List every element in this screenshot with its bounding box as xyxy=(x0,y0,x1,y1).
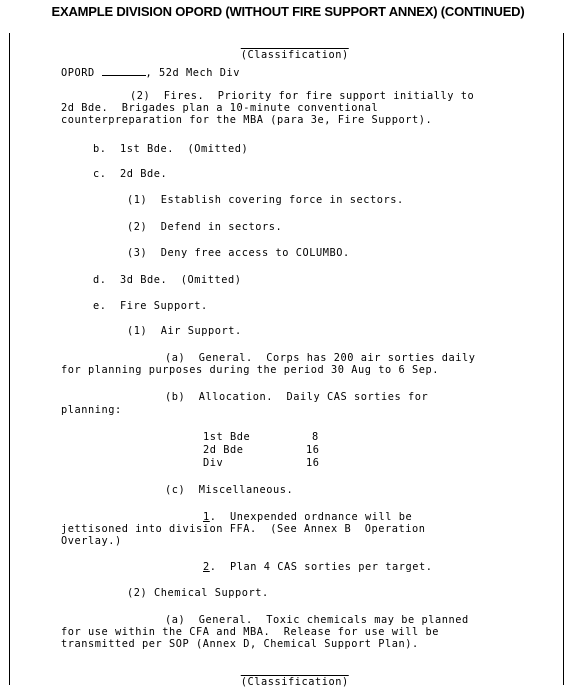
frame-left-border xyxy=(9,33,10,685)
classification-bottom-label: (Classification) xyxy=(240,676,349,688)
classification-bottom xyxy=(0,664,576,688)
para-c: c. 2d Bde. xyxy=(93,168,168,180)
allocation-line-2: planning: xyxy=(61,404,122,416)
opord-line xyxy=(61,66,240,79)
chemical-heading: (2) Chemical Support. xyxy=(127,587,269,599)
para-b: b. 1st Bde. (Omitted) xyxy=(93,143,249,155)
misc-item-2 xyxy=(203,561,432,573)
para-e-1: (1) Air Support. xyxy=(127,325,242,337)
alloc-unit-2: 2d Bde xyxy=(203,444,244,456)
alloc-sorties-1: 8 xyxy=(312,431,319,443)
chem-general-line-2: for use within the CFA and MBA. Release for use will be xyxy=(61,626,439,638)
fires-line-2: 2d Bde. Brigades plan a 10-minute conventional xyxy=(61,102,379,114)
frame-right-border xyxy=(563,33,564,685)
air-general-line-2: for planning purposes during the period 30 Aug to 6 Sep. xyxy=(61,364,439,376)
para-c-3: (3) Deny free access to COLUMBO. xyxy=(127,247,350,259)
alloc-unit-3: Div xyxy=(203,457,224,469)
misc-item-2-number: 2 xyxy=(203,561,210,573)
alloc-sorties-2: 16 xyxy=(306,444,320,456)
para-e: e. Fire Support. xyxy=(93,300,208,312)
opord-unit: , 52d Mech Div xyxy=(145,67,240,79)
para-c-1: (1) Establish covering force in sectors. xyxy=(127,194,404,206)
alloc-sorties-3: 16 xyxy=(306,457,320,469)
misc-item-1-line-2: jettisoned into division FFA. (See Annex B Operation xyxy=(61,523,426,535)
fires-line-1: (2) Fires. Priority for fire support initially to xyxy=(130,90,475,102)
opord-number-blank xyxy=(102,66,146,76)
allocation-line-1: (b) Allocation. Daily CAS sorties for xyxy=(165,391,429,403)
misc-item-2-text: . Plan 4 CAS sorties per target. xyxy=(209,561,433,573)
alloc-unit-1: 1st Bde xyxy=(203,431,251,443)
misc-item-1-line-1 xyxy=(203,511,412,523)
classification-top-label: (Classification) xyxy=(240,49,349,61)
misc-item-1-text: . Unexpended ordnance will be xyxy=(209,511,413,523)
fires-line-3: counterpreparation for the MBA (para 3e, Fire Support). xyxy=(61,114,433,126)
misc-item-1-number: 1 xyxy=(203,511,210,523)
page-title: EXAMPLE DIVISION OPORD (WITHOUT FIRE SUPPORT ANNEX) (CONTINUED) xyxy=(51,4,525,19)
misc-item-1-line-3: Overlay.) xyxy=(61,535,122,547)
para-d: d. 3d Bde. (Omitted) xyxy=(93,274,242,286)
chem-general-line-3: transmitted per SOP (Annex D, Chemical Support Plan). xyxy=(61,638,419,650)
chem-general-line-1: (a) General. Toxic chemicals may be planned xyxy=(165,614,469,626)
classification-top xyxy=(0,37,576,61)
misc-heading: (c) Miscellaneous. xyxy=(165,484,294,496)
para-c-2: (2) Defend in sectors. xyxy=(127,221,283,233)
air-general-line-1: (a) General. Corps has 200 air sorties daily xyxy=(165,352,476,364)
opord-label: OPORD xyxy=(61,67,95,79)
